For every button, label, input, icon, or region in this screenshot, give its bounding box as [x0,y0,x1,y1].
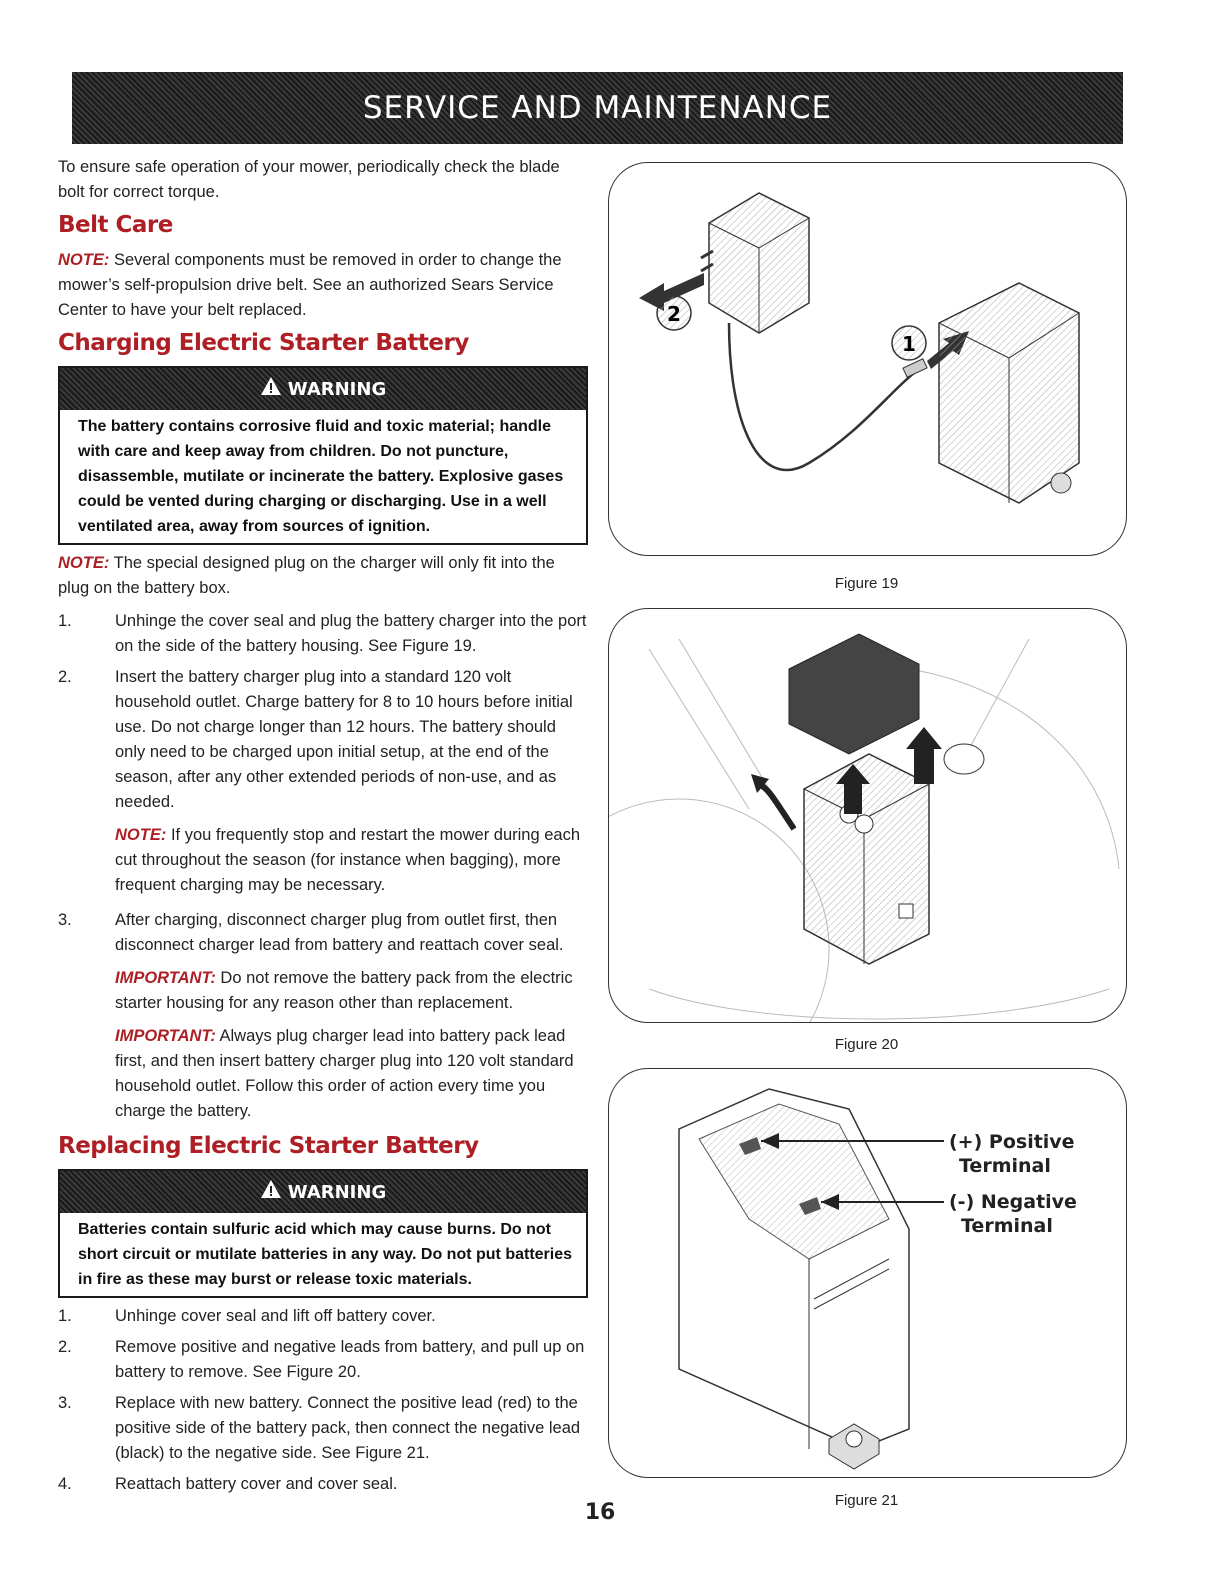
warning-header [60,368,586,410]
warning-triangle-icon [260,1179,282,1206]
callout-1 [892,326,926,360]
step-body [115,665,588,902]
callout-2 [657,296,691,330]
note-label: NOTE: [58,251,110,269]
step-text: Replace with new battery. Connect the positive lead (red) to the positive side of the battery pack, then connect the negative lead (black) to the negative side. See Figure 21. [115,1394,581,1462]
step-text: Insert the battery charger plug into a standard 120 volt household outlet. Charge battery for 8 to 10 hours before initial use. Do not charge longer than 12 hours. The battery should only need to be charged upon initial setup, at the end of the season, after any other extended periods of non-use, and as needed. [115,668,573,811]
list-item [58,1304,588,1329]
step-number: 2. [58,1338,72,1356]
charging-heading: Charging Electric Starter Battery [58,330,469,356]
step-number: 2. [58,668,72,686]
step-number: 4. [58,1475,72,1493]
warning-label: WARNING [287,378,387,400]
belt-care-note [58,248,588,323]
step-text: Remove positive and negative leads from battery, and pull up on battery to remove. See Figure 20. [115,1338,585,1381]
step-important [115,966,588,1016]
important-label: IMPORTANT: [115,1027,216,1045]
replacing-steps [58,1304,588,1497]
warning-label: WARNING [287,1181,387,1203]
warning-header [60,1171,586,1213]
svg-text:2: 2 [667,302,681,326]
list-item [58,609,588,659]
list-item [58,1391,588,1466]
list-item [58,665,588,902]
text-column [58,155,588,1503]
battery-removal-illustration [609,609,1126,1022]
svg-text:1: 1 [902,332,916,356]
negative-terminal-label-2: Terminal [961,1215,1053,1237]
charging-note [58,551,588,601]
step-number: 1. [58,612,72,630]
step-text: Unhinge cover seal and lift off battery cover. [115,1307,436,1325]
figure-20 [608,608,1127,1023]
list-item [58,1472,588,1497]
page-number: 16 [584,1500,616,1525]
step-important [115,1024,588,1124]
warning-triangle-icon [260,376,282,403]
step-number: 3. [58,911,72,929]
step-text: Reattach battery cover and cover seal. [115,1475,398,1493]
banner-title: SERVICE AND MAINTENANCE [362,90,833,126]
battery-terminals-illustration [609,1069,1126,1477]
figure-19-caption: Figure 19 [834,575,899,592]
step-body [115,908,588,1128]
important-text: Always plug charger lead into battery pack lead first, and then insert battery charger plug into 120 volt standard household outlet. Follow this order of action every time you charge the battery. [115,1027,574,1120]
belt-care-heading: Belt Care [58,212,173,238]
important-text: Do not remove the battery pack from the electric starter housing for any reason other than replacement. [115,969,573,1012]
figure-21 [608,1068,1127,1478]
warning-text: Batteries contain sulfuric acid which may cause burns. Do not short circuit or mutilate batteries in any way. Do not put batteries in fire as these may burst or release toxic materials. [78,1221,573,1288]
list-item [58,1335,588,1385]
replacing-warning-box [58,1169,588,1298]
step-text: After charging, disconnect charger plug from outlet first, then disconnect charger lead from battery and reattach cover seal. [115,911,564,954]
figure-20-caption: Figure 20 [834,1036,899,1053]
charging-steps [58,609,588,1128]
note-label: NOTE: [58,554,110,572]
figure-21-caption: Figure 21 [834,1492,899,1509]
replacing-heading: Replacing Electric Starter Battery [58,1133,479,1159]
figure-19 [608,162,1127,556]
step-text: Unhinge the cover seal and plug the battery charger into the port on the side of the battery housing. See Figure 19. [115,612,587,655]
positive-terminal-label-2: Terminal [959,1155,1051,1177]
important-label: IMPORTANT: [115,969,216,987]
positive-terminal-label: (+) Positive [949,1131,1075,1153]
section-banner [72,72,1123,144]
warning-text: The battery contains corrosive fluid and toxic material; handle with care and keep away from children. Do not puncture, disassemble, mutilate or incinerate the battery. Explosive gases could be vented during charging or discharging. Use in a well ventilated area, away from sources of ignition. [78,418,564,535]
step-number: 1. [58,1307,72,1325]
negative-terminal-label: (-) Negative [949,1191,1077,1213]
intro-paragraph: To ensure safe operation of your mower, periodically check the blade bolt for correct torque. [58,158,560,201]
step-note [115,823,588,898]
note-label: NOTE: [115,826,167,844]
step-number: 3. [58,1394,72,1412]
charger-illustration [609,163,1126,555]
charging-warning-box [58,366,588,545]
note-text: The special designed plug on the charger will only fit into the plug on the battery box. [58,554,555,597]
note-text: Several components must be removed in order to change the mower’s self-propulsion drive belt. See an authorized Sears Service Center to have your belt replaced. [58,251,562,319]
note-text: If you frequently stop and restart the mower during each cut throughout the season (for instance when bagging), more frequent charging may be necessary. [115,826,580,894]
list-item [58,908,588,1128]
